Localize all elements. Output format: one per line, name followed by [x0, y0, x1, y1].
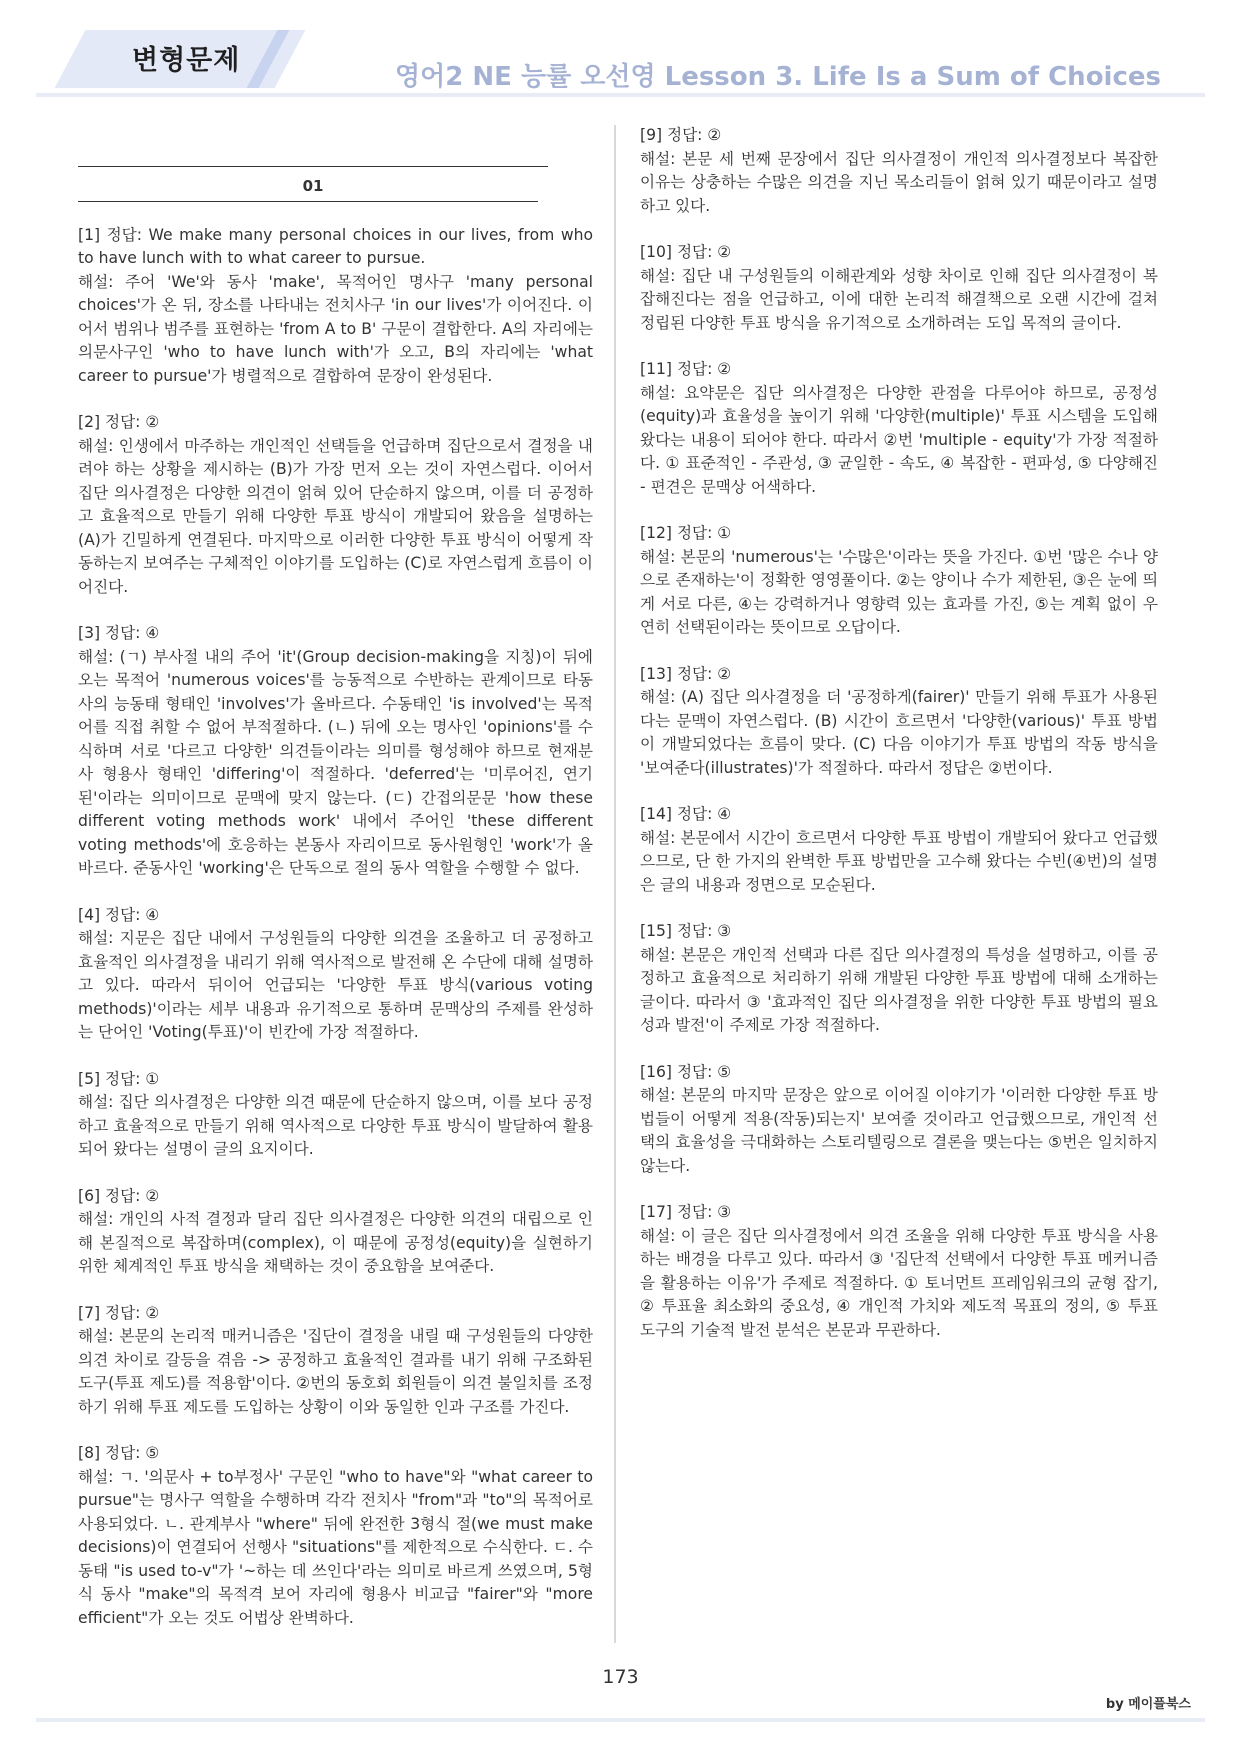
explanation-text: 해설: (A) 집단 의사결정을 더 '공정하게(fairer)' 만들기 위해 투표가 사용된다는 문맥이 자연스럽다. (B) 시간이 흐르면서 '다양한(various)' 투표 방법이 개발되었다는 흐름이 맞다. (C) 다음 이야기가 투표 방법의 작동 방식을 '보여준다(illustrates)'가 적절하다. 따라서 정답은 ②번이다.: [640, 688, 1158, 777]
answer-item-12: [640, 522, 1158, 640]
column-divider: [614, 125, 616, 1643]
answer-line: [6] 정답: ②: [78, 1186, 160, 1205]
explanation-text: 해설: 집단 내 구성원들의 이해관계와 성향 차이로 인해 집단 의사결정이 복잡해진다는 점을 언급하고, 이에 대한 논리적 해결책으로 오랜 시간에 걸쳐 정립된 다양한 투표 방식을 유기적으로 소개하려는 도입 목적의 글이다.: [640, 266, 1158, 332]
footer-divider: [36, 1718, 1205, 1722]
explanation-text: 해설: 이 글은 집단 의사결정에서 의견 조율을 위해 다양한 투표 방식을 사용하는 배경을 다루고 있다. 따라서 ③ '집단적 선택에서 다양한 투표 메커니즘을 활용하는 이유'가 주제로 적절하다. ① 토너먼트 프레임워크의 균형 잡기, ② 투표율 최소화의 중요성, ④ 개인적 가치와 제도적 목표의 정의, ⑤ 투표 도구의 기술적 발전 분석은 본문과 무관하다.: [640, 1226, 1158, 1339]
answer-item-11: [640, 358, 1158, 499]
answer-item-4: [78, 904, 593, 1045]
publisher-brand: by 메이플북스: [1105, 1697, 1191, 1712]
question-number-underline: [78, 201, 538, 202]
explanation-text: 해설: 지문은 집단 내에서 구성원들의 다양한 의견을 조율하고 더 공정하고 효율적인 의사결정을 내리기 위해 역사적으로 발전해 온 수단에 대해 설명하고 있다. 따라서 뒤이어 언급되는 '다양한 투표 방식(various voting methods)'이라는 세부 내용과 유기적으로 통하며 문맥상의 주제를 완성하는 단어인 'Voting(투표)'이 빈칸에 가장 적절하다.: [78, 929, 593, 1041]
answer-line: [16] 정답: ⑤: [640, 1062, 732, 1081]
explanation-text: 해설: 개인의 사적 결정과 달리 집단 의사결정은 다양한 의견의 대립으로 인해 본질적으로 복잡하며(complex), 이 때문에 공정성(equity)을 실현하기 위한 체계적인 투표 방식을 채택하는 것이 중요함을 보여준다.: [78, 1210, 593, 1275]
answer-line: [12] 정답: ①: [640, 524, 732, 542]
header-divider: [36, 93, 1205, 97]
answer-item-13: [640, 663, 1158, 781]
answer-item-6: [78, 1185, 593, 1279]
answer-item-15: [640, 920, 1158, 1038]
question-number: 01: [78, 166, 548, 199]
answer-item-5: [78, 1068, 593, 1162]
answer-line: [9] 정답: ②: [640, 126, 722, 144]
explanation-text: 해설: 본문의 논리적 매커니즘은 '집단이 결정을 내릴 때 구성원들의 다양한 의견 차이로 갈등을 겪음 -> 공정하고 효율적인 결과를 내기 위해 구조화된 도구(투표 제도)를 적용함'이다. ②번의 동호회 회원들이 의견 불일치를 조정하기 위해 투표 제도를 도입하는 상황이 이와 동일한 인과 구조를 가진다.: [78, 1327, 593, 1416]
explanation-text: 해설: 본문의 마지막 문장은 앞으로 이어질 이야기가 '이러한 다양한 투표 방법들이 어떻게 적용(작동)되는지' 보여줄 것이라고 언급했으므로, 개인적 선택의 효율성을 극대화하는 스토리텔링으로 결론을 맺는다는 ⑤번은 일치하지 않는다.: [640, 1086, 1158, 1175]
answer-item-16: [640, 1061, 1158, 1179]
explanation-text: 해설: ㄱ. '의문사 + to부정사' 구문인 "who to have"와 "what career to pursue"는 명사구 역할을 수행하며 각각 전치사 "from"과 "to"의 목적어로 사용되었다. ㄴ. 관계부사 "where" 뒤에 완전한 3형식 절(we must make decisions)이 연결되어 선행사 "situations"를 제한적으로 수식한다. ㄷ. 수동태 "is used to-v"가 '~하는 데 쓰인다'라는 의미로 바르게 쓰였으며, 5형식 동사 "make"의 목적격 보어 자리에 형용사 비교급 "fairer"와 "more efficient"가 오는 것도 어법상 완벽하다.: [78, 1467, 593, 1627]
header-badge: 변형문제: [132, 45, 241, 76]
answer-line: [17] 정답: ③: [640, 1203, 732, 1221]
explanation-text: 해설: 본문에서 시간이 흐르면서 다양한 투표 방법이 개발되어 왔다고 언급했으므로, 단 한 가지의 완벽한 투표 방법만을 고수해 왔다는 수빈(④번)의 설명은 글의 내용과 정면으로 모순된다.: [640, 828, 1159, 894]
answer-line: [7] 정답: ②: [78, 1303, 160, 1322]
explanation-text: 해설: 본문 세 번째 문장에서 집단 의사결정이 개인적 의사결정보다 복잡한 이유는 상충하는 수많은 의견을 지닌 목소리들이 얽혀 있기 때문이라고 설명하고 있다.: [640, 149, 1158, 215]
answer-line: [2] 정답: ②: [78, 413, 160, 431]
answer-line: [14] 정답: ④: [640, 805, 732, 823]
answer-item-9: [640, 124, 1158, 218]
answer-line: [5] 정답: ①: [78, 1069, 160, 1088]
answer-item-2: [78, 411, 593, 599]
answer-item-17: [640, 1201, 1158, 1342]
answer-item-8: [78, 1442, 593, 1630]
left-column: [78, 122, 593, 1653]
answer-item-1: [78, 224, 593, 389]
answer-line: [11] 정답: ②: [640, 360, 732, 378]
answer-line: [3] 정답: ④: [78, 624, 160, 642]
explanation-text: 해설: 집단 의사결정은 다양한 의견 때문에 단순하지 않으며, 이를 보다 공정하고 효율적으로 만들기 위해 역사적으로 다양한 투표 방식이 발달하여 활용되어 왔다는 설명이 글의 요지이다.: [78, 1093, 593, 1158]
answer-line: [1] 정답: We make many personal choices in our lives, from who to have lunch with to what career to pursue.: [78, 225, 593, 267]
answer-item-10: [640, 241, 1158, 335]
page-number: 173: [602, 1666, 639, 1688]
header-title: 영어2 NE 능률 오선영 Lesson 3. Life Is a Sum of Choices: [395, 62, 1161, 92]
answer-line: [13] 정답: ②: [640, 664, 732, 683]
explanation-text: 해설: 본문은 개인적 선택과 다른 집단 의사결정의 특성을 설명하고, 이를 공정하고 효율적으로 처리하기 위해 개발된 다양한 투표 방법에 대해 소개하는 글이다. 따라서 ③ '효과적인 집단 의사결정을 위한 다양한 투표 방법의 필요성과 발전'이 주제로 가장 적절하다.: [640, 945, 1158, 1034]
answer-item-7: [78, 1302, 593, 1420]
answer-line: [4] 정답: ④: [78, 905, 160, 924]
answer-item-3: [78, 622, 593, 881]
explanation-text: 해설: 요약문은 집단 의사결정은 다양한 관점을 다루어야 하므로, 공정성(equity)과 효율성을 높이기 위해 '다양한(multiple)' 투표 시스템을 도입해왔다는 내용이 되어야 한다. 따라서 ②번 'multiple - equity'가 가장 적절하다. ① 표준적인 - 주관성, ③ 균일한 - 속도, ④ 복잡한 - 편파성, ⑤ 다양해진 - 편견은 문맥상 어색하다.: [640, 383, 1158, 496]
explanation-text: 해설: 인생에서 마주하는 개인적인 선택들을 언급하며 집단으로서 결정을 내려야 하는 상황을 제시하는 (B)가 가장 먼저 오는 것이 자연스럽다. 이어서 집단 의사결정은 다양한 의견이 얽혀 있어 단순하지 않으며, 이를 더 공정하고 효율적으로 만들기 위해 다양한 투표 방식이 개발되어 왔음을 설명하는 (A)가 긴밀하게 연결된다. 마지막으로 이러한 다양한 투표 방식이 어떻게 작동하는지 보여주는 구체적인 이야기를 도입하는 (C)로 자연스럽게 흐름이 이어진다.: [78, 436, 593, 596]
answer-item-14: [640, 803, 1158, 897]
answer-line: [15] 정답: ③: [640, 922, 732, 940]
right-column: [640, 124, 1158, 1365]
explanation-text: 해설: 본문의 'numerous'는 '수많은'이라는 뜻을 가진다. ①번 '많은 수나 양으로 존재하는'이 정확한 영영풀이다. ②는 양이나 수가 제한된, ③은 눈에 띄게 서로 다른, ④는 강력하거나 영향력 있는 효과를 가진, ⑤는 계획 없이 우연히 선택된이라는 뜻이므로 오답이다.: [640, 547, 1158, 636]
answer-line: [10] 정답: ②: [640, 243, 732, 261]
answer-line: [8] 정답: ⑤: [78, 1444, 160, 1462]
explanation-text: 해설: (ㄱ) 부사절 내의 주어 'it'(Group decision-making을 지칭)이 뒤에 오는 목적어 'numerous voices'를 능동적으로 수반하는 관계이므로 타동사의 능동태 형태인 'involves'가 올바르다. 수동태인 'is involved'는 목적어를 직접 취할 수 없어 부적절하다. (ㄴ) 뒤에 오는 명사인 'opinions'를 수식하며 서로 '다르고 다양한' 의견들이라는 의미를 형성해야 하므로 현재분사 형용사 형태인 'differing'이 적절하다. 'deferred'는 '미루어진, 연기된'이라는 의미이므로 문맥에 맞지 않는다. (ㄷ) 간접의문문 'how these different voting methods work' 내에서 주어인 'these different voting methods'에 호응하는 본동사 자리이므로 동사원형인 'work'가 올바르다. 준동사인 'working'은 단독으로 절의 동사 역할을 수행할 수 없다.: [78, 647, 593, 877]
explanation-text: 해설: 주어 'We'와 동사 'make', 목적어인 명사구 'many personal choices'가 온 뒤, 장소를 나타내는 전치사구 'in our lives'가 이어진다. 이어서 범위나 범주를 표현하는 'from A to B' 구문이 결합한다. A의 자리에는 의문사구인 'who to have lunch with'가 오고, B의 자리에는 'what career to pursue'가 병렬적으로 결합하여 문장이 완성된다.: [78, 272, 593, 385]
